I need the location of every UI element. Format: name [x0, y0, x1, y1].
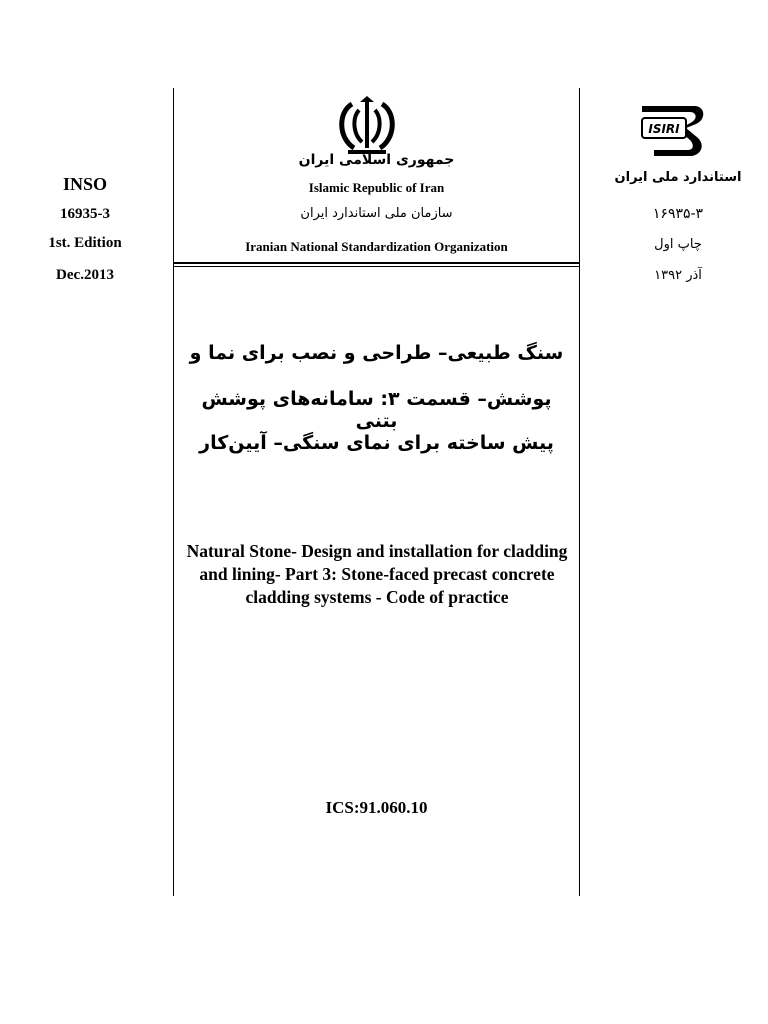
standard-number: 16935-3 — [60, 206, 110, 222]
header-rule-thin — [173, 266, 580, 267]
isiri-logo-text: ISIRI — [648, 122, 680, 136]
header-rule-thick — [173, 262, 580, 264]
organization-name-fa: سازمان ملی استاندارد ایران — [300, 206, 453, 221]
document-title-fa-line2: پوشش– قسمت ۳: سامانه‌های پوشش بتنی — [201, 388, 552, 432]
republic-name-en: Islamic Republic of Iran — [308, 180, 445, 195]
isiri-logo-icon — [636, 102, 708, 158]
edition: 1st. Edition — [48, 235, 122, 251]
iran-emblem-icon — [330, 96, 404, 156]
standard-code: INSO — [62, 174, 107, 194]
document-title-fa-line1: سنگ طبیعی– طراحی و نصب برای نما و — [189, 342, 564, 364]
publication-date: Dec.2013 — [56, 267, 114, 283]
right-divider — [579, 88, 580, 896]
publication-date-fa: آذر ۱۳۹۲ — [654, 268, 702, 283]
republic-name-fa: جمهوری اسلامی ایران — [298, 152, 455, 168]
document-title-fa-line3: پیش ساخته برای نمای سنگی– آیین‌کار — [199, 432, 554, 454]
standard-title-fa: استاندارد ملی ایران — [614, 170, 742, 185]
ics-code: ICS:91.060.10 — [325, 798, 428, 817]
document-title-en: Natural Stone- Design and installation for cladding and lining- Part 3: Stone-faced precast concrete cladding systems - Code of practice — [186, 541, 568, 607]
organization-name-en: Iranian National Standardization Organization — [245, 239, 508, 254]
standard-number-fa: ۱۶۹۳۵-۳ — [652, 206, 704, 222]
edition-fa: چاپ اول — [654, 237, 702, 252]
